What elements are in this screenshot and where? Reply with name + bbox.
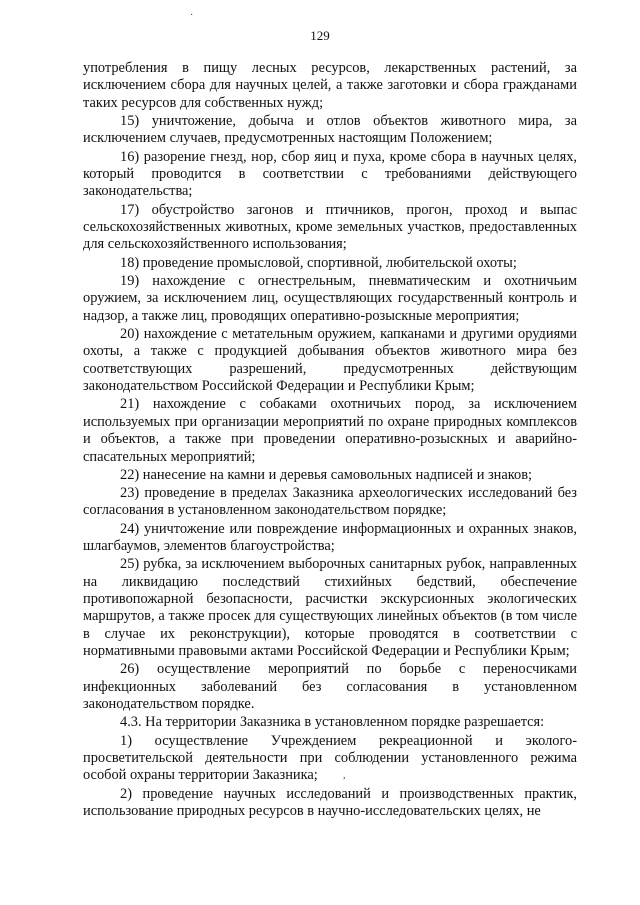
document-body xyxy=(83,60,577,821)
list-item-26: 26) осуществление мероприятий по борьбе с переносчиками инфекционных заболеваний без согласования в установленном законодательством порядке. xyxy=(83,661,577,713)
list-item-18: 18) проведение промысловой, спортивной, любительской охоты; xyxy=(120,254,517,271)
paragraph-continuation: употребления в пищу лесных ресурсов, лекарственных растений, за исключением сбора для научных целей, а также заготовки и сбора гражданами таких ресурсов для собственных нужд; xyxy=(83,60,577,111)
section-heading-4-3: 4.3. На территории Заказника в установленном порядке разрешается: xyxy=(120,714,545,731)
list-item-22: 22) нанесение на камни и деревья самовольных надписей и знаков; xyxy=(120,466,533,483)
scan-speck: · xyxy=(190,10,194,21)
list-item-15: 15) уничтожение, добыча и отлов объектов животного мира, за исключением случаев, предусмотренных настоящим Положением; xyxy=(83,113,577,147)
allowed-item-1: 1) осуществление Учреждением рекреационной и эколого-просветительской деятельности при соблюдении установленного режима особой охраны территории Заказника; xyxy=(83,732,577,784)
list-item-24: 24) уничтожение или повреждение информационных и охранных знаков, шлагбаумов, элементов благоустройства; xyxy=(83,520,577,554)
list-item-20: 20) нахождение с метательным оружием, капканами и другими орудиями охоты, а также с продукцией добывания объектов животного мира без соответствующих разрешений, предусмотренных действующим законодательством Российской Федерации и Республики Крым; xyxy=(83,325,577,395)
allowed-item-2: 2) проведение научных исследований и производственных практик, использование природных ресурсов в научно-исследовательских целях, не xyxy=(83,785,577,820)
page-number: 129 xyxy=(310,28,330,43)
list-item-19: 19) нахождение с огнестрельным, пневматическим и охотничьим оружием, за исключением лиц, осуществляющих государственный контроль и надзор, а также лиц, проводящих оперативно-розыскные мероприятия; xyxy=(83,272,577,324)
list-item-23: 23) проведение в пределах Заказника археологических исследований без согласования в установленном законодательством порядке; xyxy=(83,484,577,519)
pen-mark: , xyxy=(343,770,346,781)
list-item-17: 17) обустройство загонов и птичников, прогон, проход и выпас сельскохозяйственных животных, кроме земельных участков, предоставленных для сельскохозяйственного использования; xyxy=(83,201,577,253)
list-item-16: 16) разорение гнезд, нор, сбор яиц и пуха, кроме сбора в научных целях, который проводится в соответствии с требованиями действующего законодательства; xyxy=(83,148,577,200)
list-item-21: 21) нахождение с собаками охотничьих пород, за исключением используемых при организации мероприятий по охране природных комплексов и объектов, а также при проведении оперативно-розыскных и аварийно-спасательных мероприятий; xyxy=(83,396,577,465)
list-item-25: 25) рубка, за исключением выборочных санитарных рубок, направленных на ликвидацию последствий стихийных бедствий, обеспечение противопожарной безопасности, расчистки экскурсионных экологических маршрутов, а также просек для существующих линейных объектов (в том числе в случае их реконструкции), которые проводятся в соответствии с нормативными правовыми актами Российской Федерации и Республики Крым; xyxy=(83,556,577,660)
